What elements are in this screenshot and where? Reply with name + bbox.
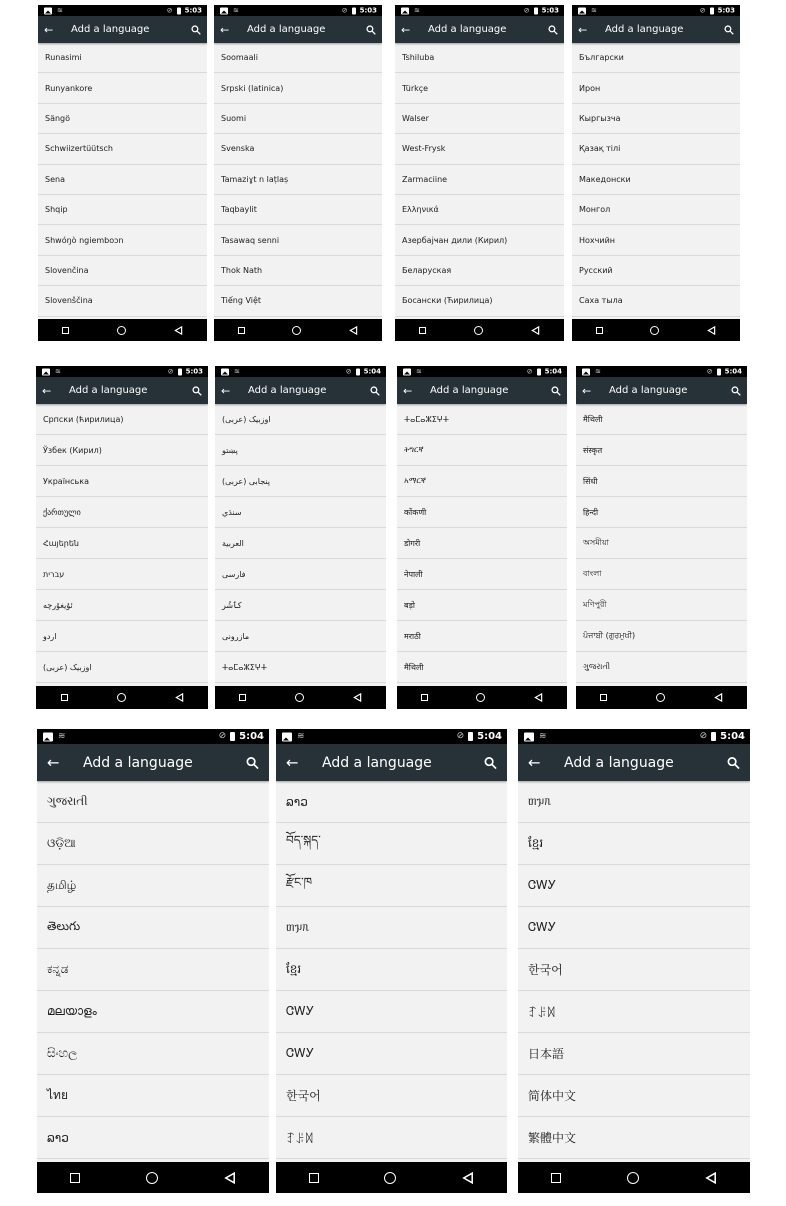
language-item[interactable]: Ўзбек (Кирил) [36, 435, 208, 466]
recents-square-icon[interactable] [596, 327, 603, 334]
image-notification-icon [524, 732, 534, 741]
language-list [215, 404, 386, 686]
phone-screen-5 [36, 366, 208, 709]
language-item[interactable]: ខ្មែរ [276, 949, 507, 991]
language-item[interactable]: Taqbaylit [214, 195, 382, 225]
language-list [214, 43, 382, 319]
phone-screen-3 [395, 5, 564, 341]
page-title: Add a language [609, 384, 688, 396]
home-circle-icon[interactable] [474, 326, 483, 335]
back-triangle-icon[interactable] [353, 693, 362, 702]
recents-square-icon[interactable] [419, 327, 426, 334]
language-item[interactable]: ქართული [36, 497, 208, 528]
wifi-icon: ≋ [297, 731, 305, 741]
language-item[interactable]: Türkçe [395, 73, 564, 103]
language-item[interactable]: العربية [215, 528, 386, 559]
language-item[interactable]: Walser [395, 104, 564, 134]
arrow-left-icon[interactable]: ← [403, 384, 413, 397]
app-bar [37, 744, 269, 781]
navigation-bar [395, 319, 564, 341]
image-notification-icon [42, 368, 50, 375]
wifi-icon: ≋ [416, 367, 422, 375]
status-bar [38, 5, 207, 16]
language-item[interactable]: नेपाली [397, 559, 567, 590]
language-item[interactable]: West-Frysk [395, 134, 564, 164]
status-time: 5:04 [720, 730, 745, 742]
arrow-left-icon[interactable]: ← [286, 753, 299, 771]
language-list [37, 781, 269, 1162]
language-item[interactable]: Հայերեն [36, 528, 208, 559]
back-triangle-icon[interactable] [174, 326, 183, 335]
arrow-left-icon[interactable]: ← [528, 753, 541, 771]
language-item[interactable]: Sena [38, 165, 207, 195]
wifi-icon: ≋ [595, 367, 601, 375]
language-item[interactable]: Thok Nath [214, 256, 382, 286]
language-list [572, 43, 740, 319]
language-item[interactable]: डोगरी [397, 528, 567, 559]
app-bar [395, 16, 564, 43]
status-time: 5:04 [544, 367, 562, 375]
language-item[interactable]: অসমীয়া [576, 528, 747, 559]
image-notification-icon [220, 7, 228, 14]
language-item[interactable]: ᏣᎳᎩ [518, 865, 750, 907]
recents-square-icon[interactable] [309, 1173, 319, 1183]
language-item[interactable]: मैथिली [576, 404, 747, 435]
language-item[interactable]: مازرونی [215, 621, 386, 652]
language-item[interactable]: ไทย [37, 1075, 269, 1117]
search-icon[interactable] [551, 386, 561, 396]
status-time: 5:04 [724, 367, 742, 375]
language-item[interactable]: ئۇيغۇرچە [36, 590, 208, 621]
language-item[interactable]: 简体中文 [518, 1075, 750, 1117]
battery-icon [534, 7, 538, 14]
language-item[interactable]: 한국어 [518, 949, 750, 991]
status-time: 5:04 [477, 730, 502, 742]
language-item[interactable]: Ελληνικά [395, 195, 564, 225]
status-time: 5:03 [717, 6, 735, 14]
language-item[interactable]: बड़ो [397, 590, 567, 621]
language-list [576, 404, 747, 686]
language-item[interactable]: اوزبیک (عربی) [36, 652, 208, 683]
wifi-icon: ≋ [234, 367, 240, 375]
recents-square-icon[interactable] [70, 1173, 80, 1183]
status-bar [518, 729, 750, 744]
language-item[interactable]: Кыргызча [572, 104, 740, 134]
language-item[interactable]: Tshiluba [395, 43, 564, 73]
battery-icon [230, 732, 235, 741]
language-item[interactable]: Српски (ћирилица) [36, 404, 208, 435]
battery-icon [710, 7, 714, 14]
navigation-bar [37, 1162, 269, 1193]
battery-icon [711, 732, 716, 741]
page-title: Add a language [69, 384, 148, 396]
language-item[interactable]: ລາວ [37, 1117, 269, 1159]
wifi-icon: ≋ [414, 6, 420, 14]
language-item[interactable]: Slovenčina [38, 256, 207, 286]
app-bar [518, 744, 750, 781]
status-bar [572, 5, 740, 16]
language-item[interactable]: Shqip [38, 195, 207, 225]
language-item[interactable]: Zarmaciine [395, 165, 564, 195]
language-item[interactable]: Босански (Ћирилица) [395, 286, 564, 316]
page-title: Add a language [247, 23, 326, 35]
search-icon[interactable] [484, 756, 497, 769]
page-title: Add a language [71, 23, 150, 35]
search-icon[interactable] [727, 756, 740, 769]
navigation-bar [38, 319, 207, 341]
image-notification-icon [582, 368, 590, 375]
language-item[interactable]: ಕನ್ನಡ [37, 949, 269, 991]
language-item[interactable]: اردو [36, 621, 208, 652]
language-item[interactable]: தமிழ் [37, 865, 269, 907]
no-sim-icon: ⊘ [345, 367, 352, 375]
recents-square-icon[interactable] [421, 694, 428, 701]
page-title: Add a language [428, 23, 507, 35]
back-triangle-icon[interactable] [224, 1172, 236, 1184]
wifi-icon: ≋ [57, 6, 63, 14]
language-item[interactable]: ਪੰਜਾਬੀ (ਗੁਰਮੁਖੀ) [576, 621, 747, 652]
image-notification-icon [282, 732, 292, 741]
language-list [36, 404, 208, 686]
language-item[interactable]: አማርኛ [397, 466, 567, 497]
wifi-icon: ≋ [539, 731, 547, 741]
status-bar [37, 729, 269, 744]
app-bar [215, 377, 386, 404]
language-item[interactable]: ગુજરાતી [576, 652, 747, 683]
app-bar [397, 377, 567, 404]
language-item[interactable]: Беларуская [395, 256, 564, 286]
page-title: Add a language [83, 754, 193, 771]
status-time: 5:04 [363, 367, 381, 375]
language-item[interactable]: ꆈꌠꉙ [276, 1117, 507, 1159]
navigation-bar [518, 1162, 750, 1193]
language-item[interactable]: ລາວ [276, 781, 507, 823]
phone-screen-2 [214, 5, 382, 341]
no-sim-icon: ⊘ [456, 731, 465, 741]
language-item[interactable]: Soomaali [214, 43, 382, 73]
navigation-bar [36, 686, 208, 709]
language-item[interactable]: कोंकणी [397, 497, 567, 528]
status-time: 5:04 [239, 730, 264, 742]
language-item[interactable]: ગુજરાતી [37, 781, 269, 823]
status-bar [214, 5, 382, 16]
search-icon[interactable] [731, 386, 741, 396]
language-item[interactable]: Ирон [572, 73, 740, 103]
back-triangle-icon[interactable] [462, 1172, 474, 1184]
app-bar [576, 377, 747, 404]
app-bar [214, 16, 382, 43]
page-title: Add a language [430, 384, 509, 396]
phone-screen-11 [518, 729, 750, 1193]
page-title: Add a language [564, 754, 674, 771]
navigation-bar [397, 686, 567, 709]
image-notification-icon [221, 368, 229, 375]
arrow-left-icon[interactable]: ← [42, 384, 52, 397]
language-item[interactable]: മലയാളം [37, 991, 269, 1033]
no-sim-icon: ⊘ [167, 367, 174, 375]
phone-screen-1 [38, 5, 207, 341]
navigation-bar [215, 686, 386, 709]
no-sim-icon: ⊘ [526, 367, 533, 375]
language-item[interactable]: ትግርኛ [397, 435, 567, 466]
search-icon[interactable] [370, 386, 380, 396]
language-item[interactable]: Саха тыла [572, 286, 740, 316]
arrow-left-icon[interactable]: ← [47, 753, 60, 771]
language-item[interactable]: ଓଡ଼ିଆ [37, 823, 269, 865]
language-item[interactable]: ᏣᎳᎩ [276, 991, 507, 1033]
language-list [38, 43, 207, 319]
language-item[interactable]: پنجابی (عربی) [215, 466, 386, 497]
battery-icon [717, 368, 721, 375]
back-triangle-icon[interactable] [531, 326, 540, 335]
home-circle-icon[interactable] [650, 326, 659, 335]
no-sim-icon: ⊘ [166, 6, 173, 14]
language-item[interactable]: کٲشُر [215, 590, 386, 621]
status-bar [215, 366, 386, 377]
status-time: 5:03 [541, 6, 559, 14]
language-item[interactable]: فارسی [215, 559, 386, 590]
language-list [395, 43, 564, 319]
language-item[interactable]: Runyankore [38, 73, 207, 103]
language-item[interactable]: Svenska [214, 134, 382, 164]
language-item[interactable]: ⵜⴰⵎⴰⵣⵉⵖⵜ [397, 404, 567, 435]
search-icon[interactable] [548, 25, 558, 35]
wifi-icon: ≋ [55, 367, 61, 375]
navigation-bar [276, 1162, 507, 1193]
language-list [518, 781, 750, 1162]
language-item[interactable]: Schwiizertüütsch [38, 134, 207, 164]
language-item[interactable]: Suomi [214, 104, 382, 134]
phone-screen-9 [37, 729, 269, 1193]
battery-icon [177, 7, 181, 14]
language-item[interactable]: ᥖᥭᥰ [276, 907, 507, 949]
language-item[interactable]: ᏣᎳᎩ [276, 1033, 507, 1075]
navigation-bar [576, 686, 747, 709]
language-item[interactable]: සිංහල [37, 1033, 269, 1075]
language-item[interactable]: বাংলা [576, 559, 747, 590]
language-item[interactable]: Русский [572, 256, 740, 286]
language-item[interactable]: ⵜⴰⵎⴰⵣⵉⵖⵜ [215, 652, 386, 683]
navigation-bar [214, 319, 382, 341]
back-triangle-icon[interactable] [534, 693, 543, 702]
app-bar [38, 16, 207, 43]
arrow-left-icon[interactable]: ← [44, 23, 54, 36]
language-item[interactable]: پښتو [215, 435, 386, 466]
image-notification-icon [578, 7, 586, 14]
recents-square-icon[interactable] [551, 1173, 561, 1183]
home-circle-icon[interactable] [384, 1172, 396, 1184]
search-icon[interactable] [191, 25, 201, 35]
language-item[interactable]: Нохчийн [572, 225, 740, 255]
no-sim-icon: ⊘ [699, 6, 706, 14]
page-title: Add a language [248, 384, 327, 396]
recents-square-icon[interactable] [239, 694, 246, 701]
status-bar [576, 366, 747, 377]
language-item[interactable]: Български [572, 43, 740, 73]
language-list [276, 781, 507, 1162]
phone-screen-4 [572, 5, 740, 341]
home-circle-icon[interactable] [476, 693, 485, 702]
language-item[interactable]: བོད་སྐད་ [276, 823, 507, 865]
language-item[interactable]: Slovenščina [38, 286, 207, 316]
home-circle-icon[interactable] [295, 693, 304, 702]
search-icon[interactable] [366, 25, 376, 35]
battery-icon [537, 368, 541, 375]
language-item[interactable]: मैथिली [397, 652, 567, 683]
language-item[interactable]: Tiếng Việt [214, 286, 382, 316]
battery-icon [468, 732, 473, 741]
language-list [397, 404, 567, 686]
arrow-left-icon[interactable]: ← [578, 23, 588, 36]
status-bar [276, 729, 507, 744]
status-bar [395, 5, 564, 16]
language-item[interactable]: Srpski (latinica) [214, 73, 382, 103]
status-bar [36, 366, 208, 377]
no-sim-icon: ⊘ [523, 6, 530, 14]
page-title: Add a language [322, 754, 432, 771]
language-item[interactable]: Tamaziɣt n laṭlaṣ [214, 165, 382, 195]
status-time: 5:03 [185, 367, 203, 375]
home-circle-icon[interactable] [656, 693, 665, 702]
phone-screen-8 [576, 366, 747, 709]
navigation-bar [572, 319, 740, 341]
recents-square-icon[interactable] [238, 327, 245, 334]
search-icon[interactable] [724, 25, 734, 35]
arrow-left-icon[interactable]: ← [582, 384, 592, 397]
language-item[interactable]: 한국어 [276, 1075, 507, 1117]
no-sim-icon: ⊘ [341, 6, 348, 14]
status-time: 5:03 [184, 6, 202, 14]
language-item[interactable]: اوزبیک (عربی) [215, 404, 386, 435]
image-notification-icon [401, 7, 409, 14]
language-item[interactable]: 日本語 [518, 1033, 750, 1075]
language-item[interactable]: עברית [36, 559, 208, 590]
app-bar [36, 377, 208, 404]
language-item[interactable]: Shwóŋò ngiemboɔn [38, 225, 207, 255]
language-item[interactable]: རྫོང་ཁ [276, 865, 507, 907]
language-item[interactable]: 繁體中文 [518, 1117, 750, 1159]
language-item[interactable]: سنڌي [215, 497, 386, 528]
back-triangle-icon[interactable] [705, 1172, 717, 1184]
app-bar [276, 744, 507, 781]
back-triangle-icon[interactable] [349, 326, 358, 335]
language-item[interactable]: Українська [36, 466, 208, 497]
battery-icon [352, 7, 356, 14]
status-time: 5:03 [359, 6, 377, 14]
app-bar [572, 16, 740, 43]
language-item[interactable]: Tasawaq senni [214, 225, 382, 255]
arrow-left-icon[interactable]: ← [401, 23, 411, 36]
language-item[interactable]: Монгол [572, 195, 740, 225]
no-sim-icon: ⊘ [218, 731, 227, 741]
language-item[interactable]: Sängö [38, 104, 207, 134]
language-item[interactable]: తెలుగు [37, 907, 269, 949]
language-item[interactable]: सिंधी [576, 466, 747, 497]
language-item[interactable]: মণিপুরী [576, 590, 747, 621]
home-circle-icon[interactable] [292, 326, 301, 335]
language-item[interactable]: ខ្មែរ [518, 823, 750, 865]
language-item[interactable]: Азербајҹан дили (Кирил) [395, 225, 564, 255]
recents-square-icon[interactable] [61, 694, 68, 701]
recents-square-icon[interactable] [62, 327, 69, 334]
wifi-icon: ≋ [233, 6, 239, 14]
phone-screen-7 [397, 366, 567, 709]
language-item[interactable]: ꆈꌠꉙ [518, 991, 750, 1033]
wifi-icon: ≋ [58, 731, 66, 741]
no-sim-icon: ⊘ [699, 731, 708, 741]
status-bar [397, 366, 567, 377]
language-item[interactable]: ᏣᎳᎩ [518, 907, 750, 949]
language-item[interactable]: Македонски [572, 165, 740, 195]
home-circle-icon[interactable] [627, 1172, 639, 1184]
arrow-left-icon[interactable]: ← [220, 23, 230, 36]
image-notification-icon [43, 732, 53, 741]
back-triangle-icon[interactable] [714, 693, 723, 702]
recents-square-icon[interactable] [600, 694, 607, 701]
language-item[interactable]: Қазақ тілі [572, 134, 740, 164]
battery-icon [178, 368, 182, 375]
back-triangle-icon[interactable] [707, 326, 716, 335]
arrow-left-icon[interactable]: ← [221, 384, 231, 397]
search-icon[interactable] [192, 386, 202, 396]
image-notification-icon [44, 7, 52, 14]
language-item[interactable]: हिन्दी [576, 497, 747, 528]
back-triangle-icon[interactable] [175, 693, 184, 702]
language-item[interactable]: मराठी [397, 621, 567, 652]
home-circle-icon[interactable] [146, 1172, 158, 1184]
wifi-icon: ≋ [591, 6, 597, 14]
language-item[interactable]: ᥖᥭᥰ [518, 781, 750, 823]
phone-screen-10 [276, 729, 507, 1193]
home-circle-icon[interactable] [117, 693, 126, 702]
home-circle-icon[interactable] [117, 326, 126, 335]
search-icon[interactable] [246, 756, 259, 769]
page-title: Add a language [605, 23, 684, 35]
image-notification-icon [403, 368, 411, 375]
language-item[interactable]: Runasimi [38, 43, 207, 73]
phone-screen-6 [215, 366, 386, 709]
battery-icon [356, 368, 360, 375]
no-sim-icon: ⊘ [706, 367, 713, 375]
language-item[interactable]: संस्कृत [576, 435, 747, 466]
